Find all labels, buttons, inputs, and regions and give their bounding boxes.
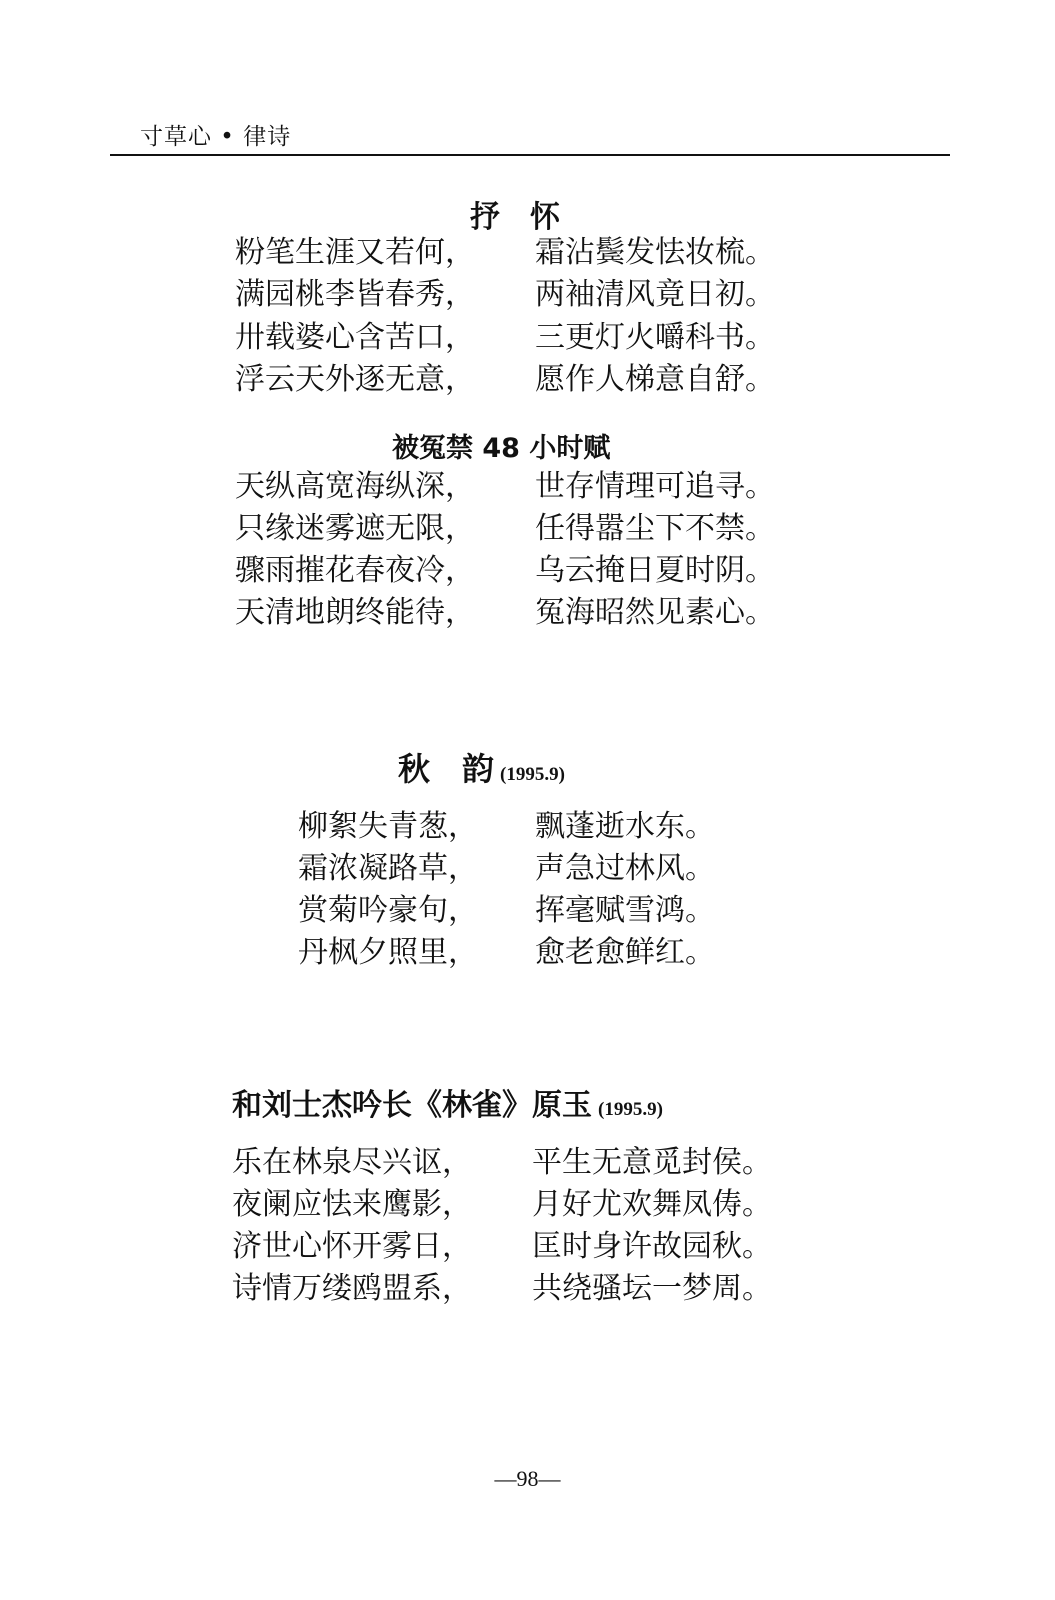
line-second-half: 匡时身许故园秋。 xyxy=(532,1229,772,1264)
poem-date: (1995.9) xyxy=(500,764,565,785)
line-second-half: 愿作人梯意自舒。 xyxy=(535,362,775,397)
line-second-half: 任得嚣尘下不禁。 xyxy=(535,511,775,546)
line-first-half: 骤雨摧花春夜冷， xyxy=(235,553,475,588)
header-rule xyxy=(110,154,950,156)
line-second-half: 共绕骚坛一梦周。 xyxy=(532,1271,772,1306)
line-first-half: 赏菊吟豪句， xyxy=(298,893,478,928)
line-second-half: 世存情理可追寻。 xyxy=(535,469,775,504)
poem-title xyxy=(470,192,560,236)
line-second-half: 平生无意觅封侯。 xyxy=(532,1145,772,1180)
poem-title xyxy=(232,1080,663,1124)
poem-title xyxy=(398,744,565,790)
poem-title-text: 被冤禁 48 小时赋 xyxy=(392,433,611,464)
line-second-half: 霜沾鬓发怯妆梳。 xyxy=(535,235,775,270)
line-first-half: 粉笔生涯又若何， xyxy=(235,235,475,270)
poem-title-text: 秋 韵 xyxy=(398,750,495,788)
line-first-half: 只缘迷雾遮无限， xyxy=(235,511,475,546)
line-first-half: 夜阑应怯来鹰影， xyxy=(232,1187,472,1222)
line-first-half: 天清地朗终能待， xyxy=(235,595,475,630)
line-second-half: 飘蓬逝水东。 xyxy=(535,809,715,844)
line-second-half: 挥毫赋雪鸿。 xyxy=(535,893,715,928)
line-second-half: 三更灯火嚼科书。 xyxy=(535,320,775,355)
line-first-half: 满园桃李皆春秀， xyxy=(235,277,475,312)
line-first-half: 柳絮失青葱， xyxy=(298,809,478,844)
line-first-half: 诗情万缕鸥盟系， xyxy=(232,1271,472,1306)
line-first-half: 天纵高宽海纵深， xyxy=(235,469,475,504)
line-second-half: 月好尤欢舞凤俦。 xyxy=(532,1187,772,1222)
line-first-half: 卅载婆心含苦口， xyxy=(235,320,475,355)
line-second-half: 愈老愈鲜红。 xyxy=(535,935,715,970)
line-second-half: 乌云掩日夏时阴。 xyxy=(535,553,775,588)
line-first-half: 丹枫夕照里， xyxy=(298,935,478,970)
poem-title xyxy=(392,426,610,465)
poem-title-text: 和刘士杰吟长《林雀》原玉 xyxy=(232,1088,592,1123)
poem-title-text: 抒 怀 xyxy=(470,200,560,235)
line-second-half: 两袖清风竟日初。 xyxy=(535,277,775,312)
line-second-half: 冤海昭然见素心。 xyxy=(535,595,775,630)
line-first-half: 浮云天外逐无意， xyxy=(235,362,475,397)
line-first-half: 济世心怀开雾日， xyxy=(232,1229,472,1264)
poem-date: (1995.9) xyxy=(598,1099,663,1120)
running-header: 寸草心 • 律诗 xyxy=(140,124,292,150)
page-number: —98— xyxy=(494,1466,561,1491)
line-first-half: 霜浓凝路草， xyxy=(298,851,478,886)
line-first-half: 乐在林泉尽兴讴， xyxy=(232,1145,472,1180)
line-second-half: 声急过林风。 xyxy=(535,851,715,886)
